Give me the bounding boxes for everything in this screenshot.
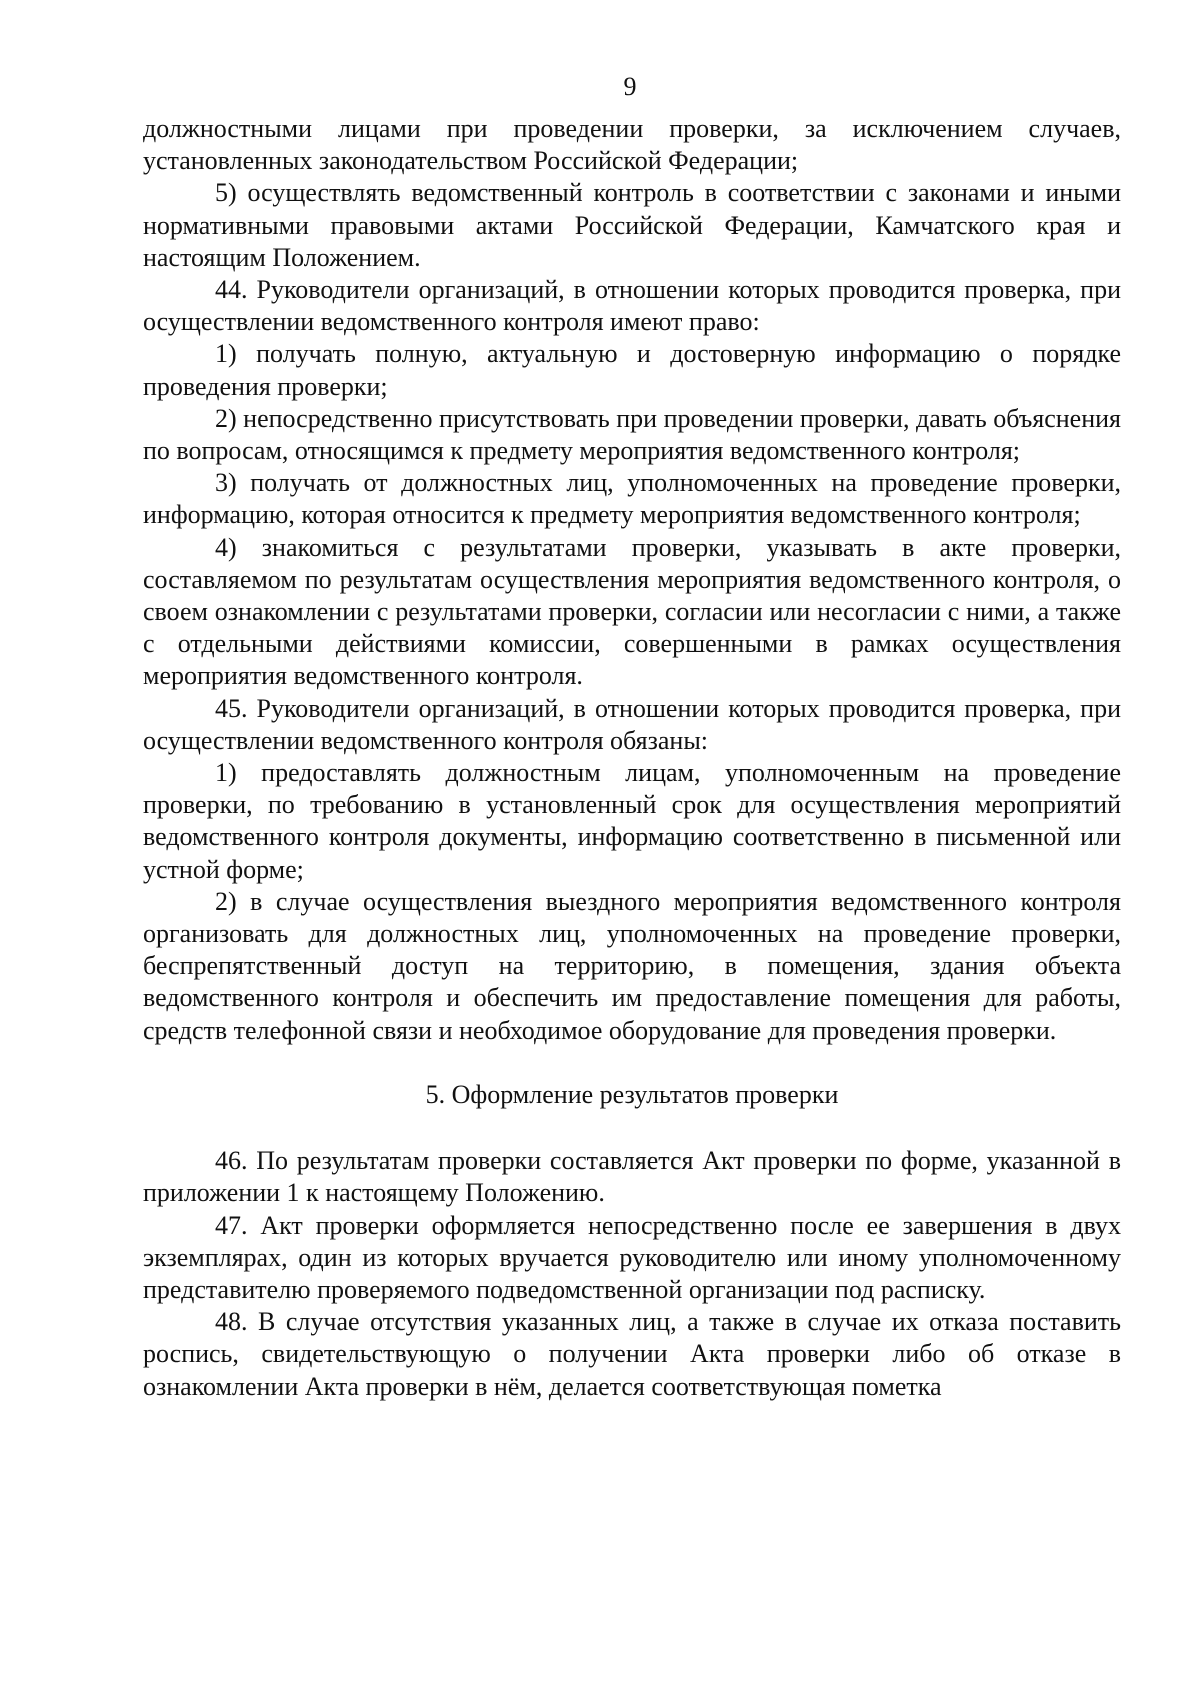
paragraph: 2) в случае осуществления выездного мероприятия ведомственного контроля организовать для должностных лиц, уполномоченных на проведение проверки, беспрепятственный доступ на территорию, в помещения, здания объекта ведомственного контроля и обеспечить им предоставление помещения для работы, средств телефонной связи и необходимое оборудование для проведения проверки. (143, 886, 1121, 1045)
page-number: 9 (623, 72, 637, 101)
paragraph: 44. Руководители организаций, в отношении которых проводится проверка, при осуществлении ведомственного контроля имеют право: (143, 275, 1121, 337)
paragraph: 46. По результатам проверки составляется Акт проверки по форме, указанной в приложении 1 к настоящему Положению. (143, 1146, 1121, 1208)
section-heading: 5. Оформление результатов проверки (425, 1079, 839, 1109)
paragraph: 48. В случае отсутствия указанных лиц, а также в случае их отказа поставить роспись, свидетельствующую о получении Акта проверки либо об отказе в ознакомлении Акта проверки в нём, делается соответствующая пометка (143, 1307, 1121, 1401)
paragraph: должностными лицами при проведении проверки, за исключением случаев, установленных законодательством Российской Федерации; (143, 114, 1121, 176)
paragraph: 1) получать полную, актуальную и достоверную информацию о порядке проведения проверки; (143, 339, 1121, 401)
document-body (143, 113, 1121, 1403)
paragraph: 5) осуществлять ведомственный контроль в соответствии с законами и иными нормативными правовыми актами Российской Федерации, Камчатского края и настоящим Положением. (143, 178, 1121, 272)
paragraph: 45. Руководители организаций, в отношении которых проводится проверка, при осуществлении ведомственного контроля обязаны: (143, 693, 1121, 755)
paragraph: 2) непосредственно присутствовать при проведении проверки, давать объяснения по вопросам, относящимся к предмету мероприятия ведомственного контроля; (143, 403, 1122, 466)
paragraph: 3) получать от должностных лиц, уполномоченных на проведение проверки, информацию, которая относится к предмету мероприятия ведомственного контроля; (143, 468, 1121, 530)
paragraph: 1) предоставлять должностным лицам, уполномоченным на проведение проверки, по требованию в установленный срок для осуществления мероприятий ведомственного контроля документы, информацию соответственно в письменной или устной форме; (143, 758, 1121, 884)
paragraph: 4) знакомиться с результатами проверки, указывать в акте проверки, составляемом по результатам осуществления мероприятия ведомственного контроля, о своем ознакомлении с результатами проверки, согласии или несогласии с ними, а также с отдельными действиями комиссии, совершенными в рамках осуществления мероприятия ведомственного контроля. (143, 532, 1121, 691)
paragraph: 47. Акт проверки оформляется непосредственно после ее завершения в двух экземплярах, один из которых вручается руководителю или иному уполномоченному представителю проверяемого подведомственной организации под расписку. (143, 1210, 1121, 1304)
